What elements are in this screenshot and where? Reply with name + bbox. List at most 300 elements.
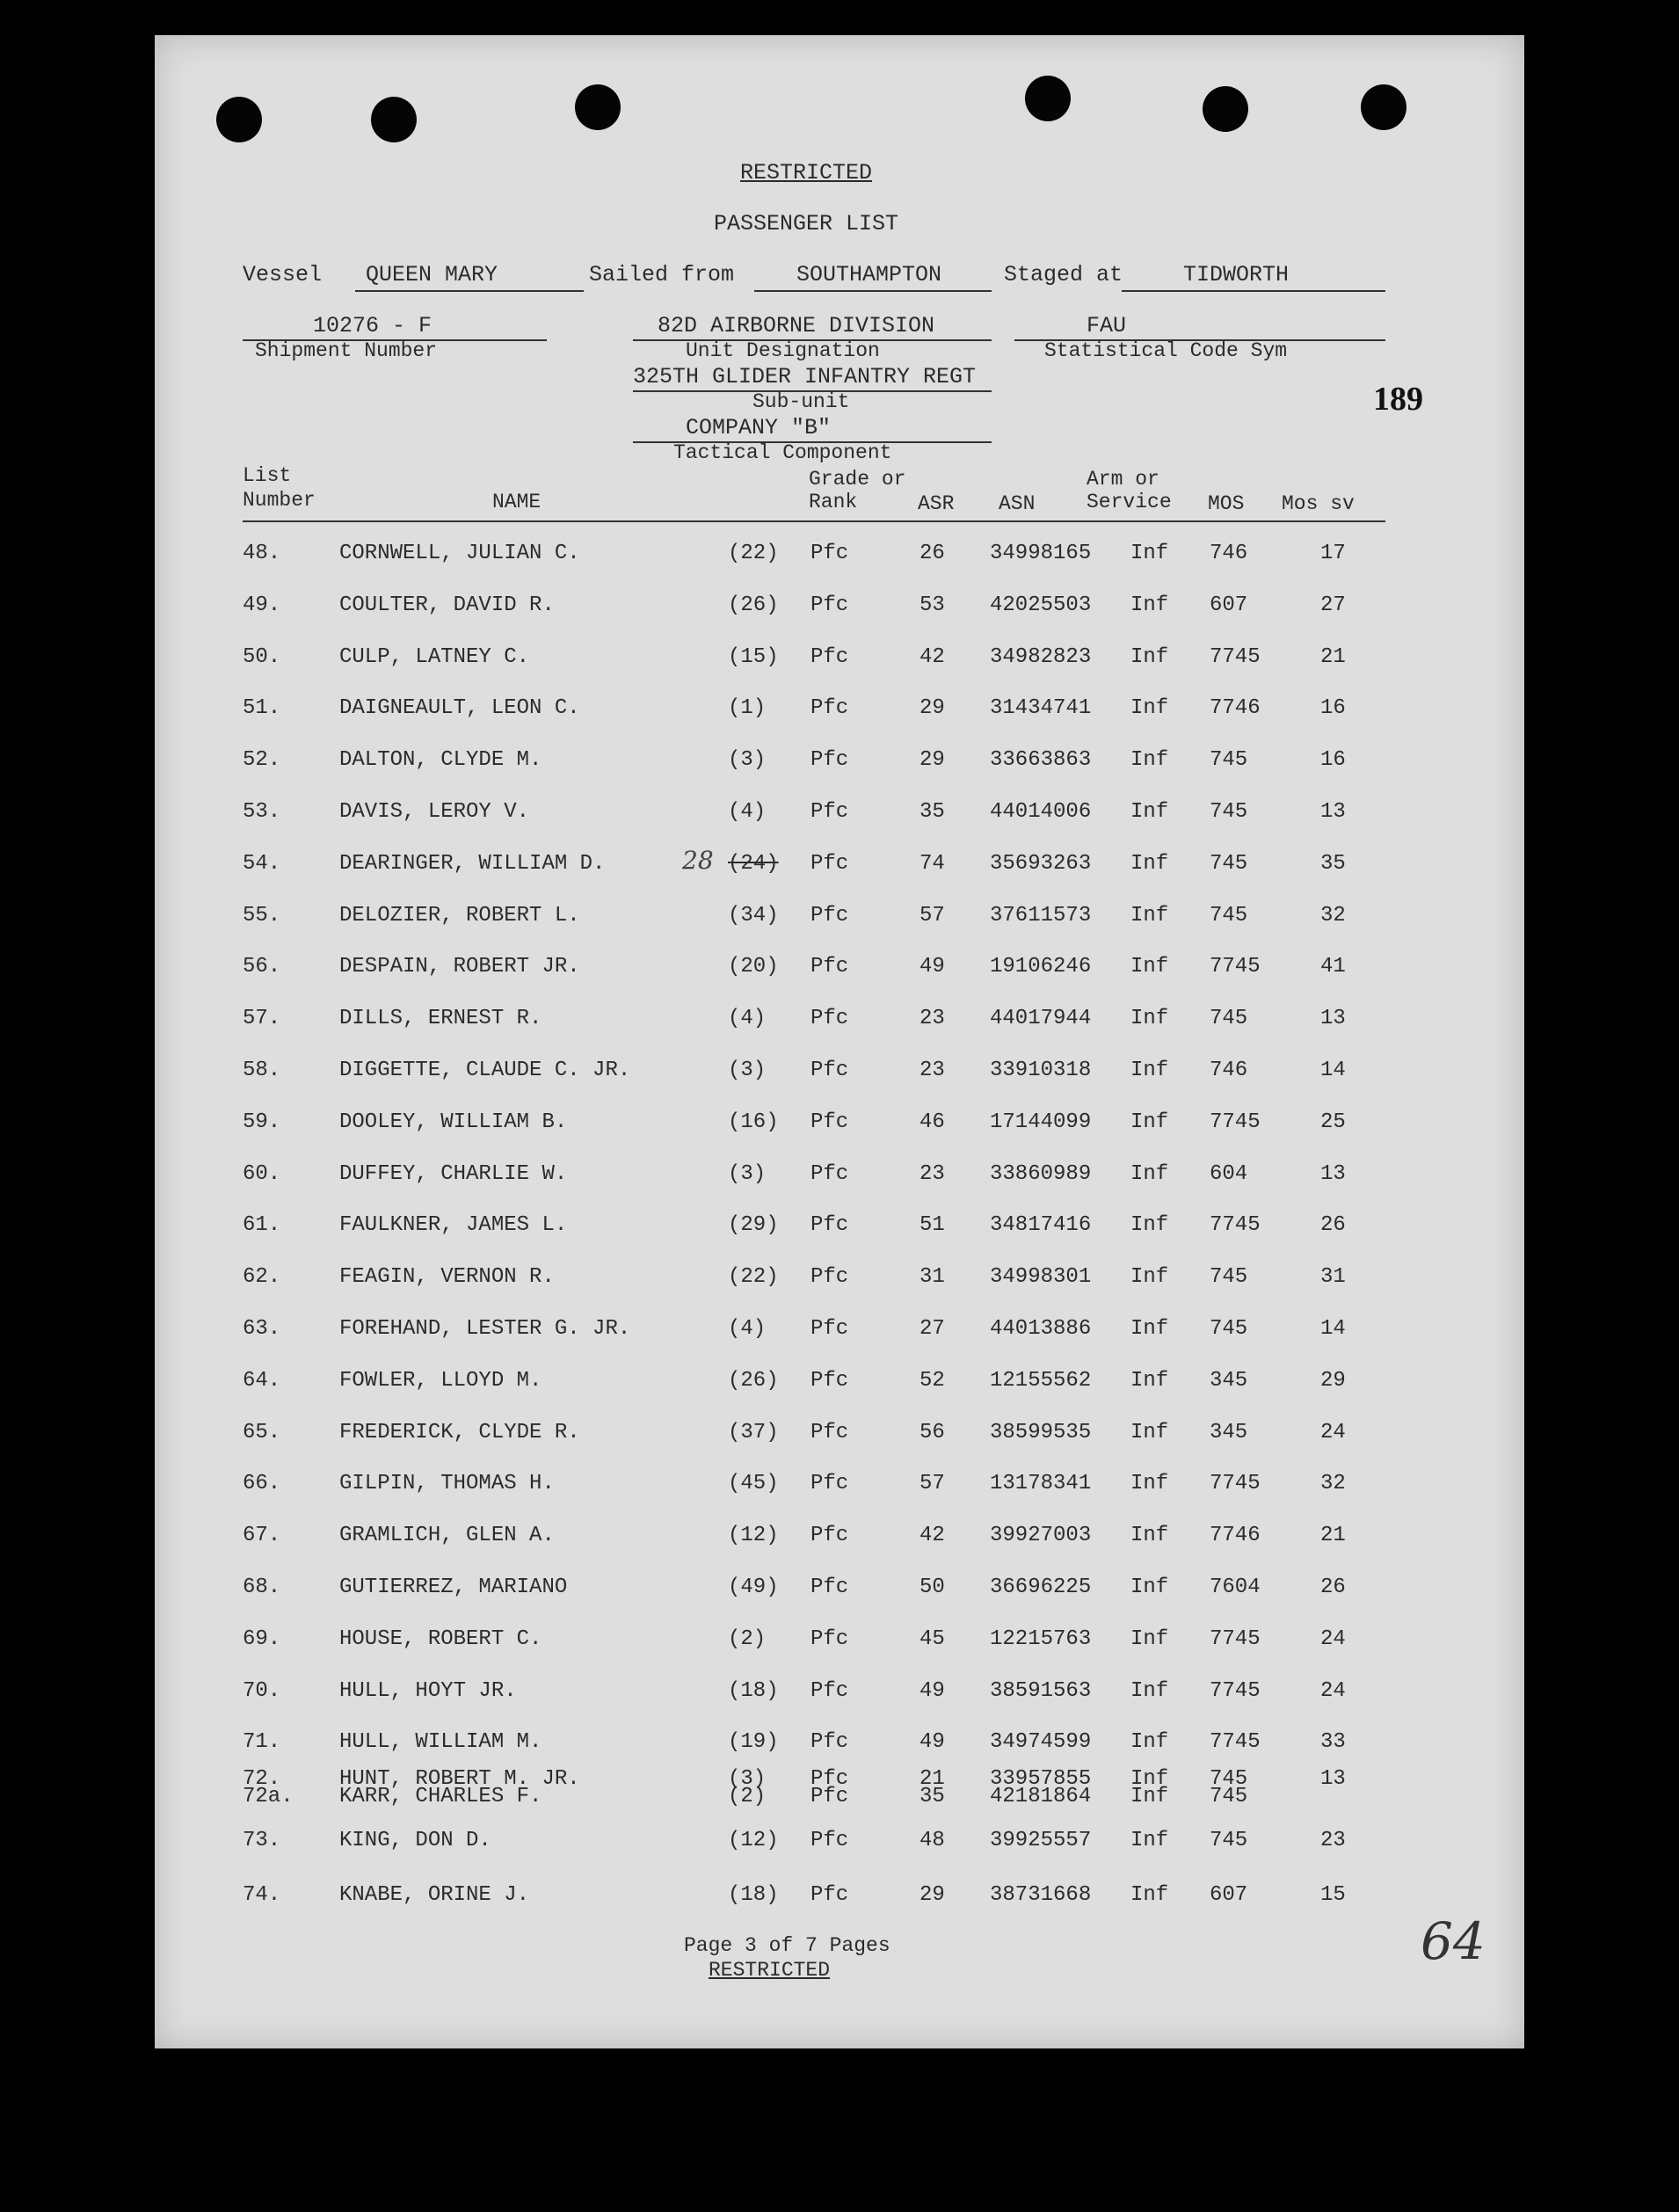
cell-name: COULTER, DAVID R. bbox=[339, 593, 555, 617]
cell-arm: Inf bbox=[1130, 542, 1169, 565]
cell-asn: 19106246 bbox=[990, 955, 1092, 979]
cell-name: FAULKNER, JAMES L. bbox=[339, 1213, 568, 1238]
cell-grade: Pfc bbox=[810, 903, 849, 928]
cell-grade: Pfc bbox=[810, 696, 849, 721]
cell-name: DESPAIN, ROBERT JR. bbox=[339, 955, 580, 979]
cell-asn: 12155562 bbox=[990, 1368, 1092, 1393]
cell-asn: 33910318 bbox=[990, 1059, 1092, 1082]
cell-name: DOOLEY, WILLIAM B. bbox=[339, 1110, 568, 1134]
cell-grade: Pfc bbox=[810, 1213, 849, 1238]
cell-num: 54. bbox=[243, 851, 281, 876]
cell-mos: 604 bbox=[1210, 1161, 1248, 1186]
punch-hole bbox=[575, 84, 621, 130]
cell-num: 67. bbox=[243, 1524, 281, 1548]
cell-num: 58. bbox=[243, 1059, 281, 1082]
table-row bbox=[155, 1110, 1524, 1146]
cell-ref: (24) bbox=[728, 851, 779, 876]
cell-asr: 53 bbox=[919, 593, 945, 617]
cell-ref: (2) bbox=[728, 1785, 767, 1808]
cell-name: DELOZIER, ROBERT L. bbox=[339, 903, 580, 928]
table-row bbox=[155, 852, 1524, 887]
cell-asr: 56 bbox=[919, 1420, 945, 1444]
cell-num: 51. bbox=[243, 696, 281, 721]
cell-grade: Pfc bbox=[810, 542, 849, 565]
cell-asn: 38591563 bbox=[990, 1678, 1092, 1703]
cell-sv: 25 bbox=[1320, 1110, 1346, 1134]
cell-grade: Pfc bbox=[810, 1767, 849, 1791]
cell-asr: 51 bbox=[919, 1213, 945, 1238]
cell-asn: 17144099 bbox=[990, 1110, 1092, 1134]
cell-mos: 7745 bbox=[1210, 1110, 1261, 1134]
cell-ref: (2) bbox=[728, 1626, 767, 1651]
cell-grade: Pfc bbox=[810, 1626, 849, 1651]
cell-arm: Inf bbox=[1130, 748, 1169, 773]
cell-grade: Pfc bbox=[810, 1730, 849, 1755]
cell-asr: 23 bbox=[919, 1161, 945, 1186]
table-row bbox=[155, 1265, 1524, 1300]
cell-asn: 34817416 bbox=[990, 1213, 1092, 1238]
cell-name: HULL, HOYT JR. bbox=[339, 1678, 517, 1703]
cell-name: HOUSE, ROBERT C. bbox=[339, 1626, 542, 1651]
table-row bbox=[155, 1472, 1524, 1507]
cell-ref: (4) bbox=[728, 1317, 767, 1341]
cell-asr: 35 bbox=[919, 800, 945, 824]
cell-num: 63. bbox=[243, 1317, 281, 1341]
shipment-number: 10276 - F bbox=[313, 313, 432, 338]
cell-grade: Pfc bbox=[810, 748, 849, 773]
cell-asr: 49 bbox=[919, 1730, 945, 1755]
cell-num: 49. bbox=[243, 593, 281, 617]
cell-mos: 345 bbox=[1210, 1368, 1248, 1393]
cell-mos: 7746 bbox=[1210, 1524, 1261, 1548]
cell-mos: 745 bbox=[1210, 1317, 1248, 1341]
cell-sv: 13 bbox=[1320, 800, 1346, 824]
cell-grade: Pfc bbox=[810, 800, 849, 824]
cell-arm: Inf bbox=[1130, 1829, 1169, 1852]
cell-arm: Inf bbox=[1130, 955, 1169, 979]
cell-arm: Inf bbox=[1130, 1524, 1169, 1548]
cell-asn: 13178341 bbox=[990, 1472, 1092, 1496]
cell-arm: Inf bbox=[1130, 1678, 1169, 1703]
punch-hole bbox=[371, 97, 417, 142]
cell-arm: Inf bbox=[1130, 696, 1169, 721]
cell-asr: 48 bbox=[919, 1829, 945, 1852]
cell-asn: 39927003 bbox=[990, 1524, 1092, 1548]
cell-asn: 39925557 bbox=[990, 1829, 1092, 1852]
cell-arm: Inf bbox=[1130, 1007, 1169, 1031]
cell-asr: 52 bbox=[919, 1368, 945, 1393]
cell-sv: 24 bbox=[1320, 1626, 1346, 1651]
cell-grade: Pfc bbox=[810, 1110, 849, 1134]
vessel-value: QUEEN MARY bbox=[366, 262, 498, 287]
table-row bbox=[155, 1627, 1524, 1663]
cell-ref: (37) bbox=[728, 1420, 779, 1444]
table-row bbox=[155, 955, 1524, 990]
cell-grade: Pfc bbox=[810, 1368, 849, 1393]
cell-mos: 7745 bbox=[1210, 1730, 1261, 1755]
cell-asr: 57 bbox=[919, 903, 945, 928]
cell-grade: Pfc bbox=[810, 955, 849, 979]
cell-mos: 7745 bbox=[1210, 1213, 1261, 1238]
cell-ref: (4) bbox=[728, 1007, 767, 1031]
cell-name: DIGGETTE, CLAUDE C. JR. bbox=[339, 1059, 631, 1082]
header-rule bbox=[243, 520, 1385, 522]
cell-mos: 745 bbox=[1210, 1007, 1248, 1031]
handwritten-correction: 28 bbox=[682, 846, 714, 875]
tactical-component-label: Tactical Component bbox=[673, 441, 892, 464]
cell-sv: 29 bbox=[1320, 1368, 1346, 1393]
cell-sv: 16 bbox=[1320, 696, 1346, 721]
cell-mos: 7745 bbox=[1210, 1626, 1261, 1651]
cell-arm: Inf bbox=[1130, 1368, 1169, 1393]
cell-arm: Inf bbox=[1130, 1161, 1169, 1186]
cell-ref: (3) bbox=[728, 1059, 767, 1082]
page-title: PASSENGER LIST bbox=[714, 211, 899, 236]
col-number: Number bbox=[243, 489, 316, 512]
cell-arm: Inf bbox=[1130, 851, 1169, 876]
unit-designation: 82D AIRBORNE DIVISION bbox=[658, 313, 935, 338]
cell-asr: 35 bbox=[919, 1785, 945, 1808]
cell-asr: 74 bbox=[919, 851, 945, 876]
cell-sv: 13 bbox=[1320, 1007, 1346, 1031]
table-row bbox=[155, 645, 1524, 680]
cell-ref: (16) bbox=[728, 1110, 779, 1134]
cell-asr: 42 bbox=[919, 644, 945, 669]
cell-name: FOREHAND, LESTER G. JR. bbox=[339, 1317, 631, 1341]
cell-num: 74. bbox=[243, 1883, 281, 1907]
cell-asn: 44013886 bbox=[990, 1317, 1092, 1341]
cell-asr: 29 bbox=[919, 748, 945, 773]
cell-asr: 29 bbox=[919, 696, 945, 721]
cell-grade: Pfc bbox=[810, 1317, 849, 1341]
cell-name: CULP, LATNEY C. bbox=[339, 644, 530, 669]
cell-grade: Pfc bbox=[810, 851, 849, 876]
cell-asr: 23 bbox=[919, 1059, 945, 1082]
cell-asr: 46 bbox=[919, 1110, 945, 1134]
cell-num: 59. bbox=[243, 1110, 281, 1134]
col-list: List bbox=[243, 464, 292, 487]
cell-asn: 33663863 bbox=[990, 748, 1092, 773]
cell-sv: 17 bbox=[1320, 542, 1346, 565]
cell-ref: (45) bbox=[728, 1472, 779, 1496]
cell-mos: 7604 bbox=[1210, 1575, 1261, 1599]
cell-name: KARR, CHARLES F. bbox=[339, 1785, 542, 1808]
cell-grade: Pfc bbox=[810, 593, 849, 617]
table-row bbox=[155, 542, 1524, 577]
cell-name: HULL, WILLIAM M. bbox=[339, 1730, 542, 1755]
cell-mos: 746 bbox=[1210, 1059, 1248, 1082]
cell-asr: 26 bbox=[919, 542, 945, 565]
cell-num: 50. bbox=[243, 644, 281, 669]
cell-ref: (12) bbox=[728, 1524, 779, 1548]
cell-arm: Inf bbox=[1130, 644, 1169, 669]
cell-arm: Inf bbox=[1130, 1213, 1169, 1238]
cell-asr: 49 bbox=[919, 1678, 945, 1703]
cell-ref: (1) bbox=[728, 696, 767, 721]
col-grade: Grade or bbox=[809, 468, 906, 491]
cell-mos: 7746 bbox=[1210, 696, 1261, 721]
cell-asn: 37611573 bbox=[990, 903, 1092, 928]
col-asr: ASR bbox=[918, 492, 955, 515]
cell-asr: 23 bbox=[919, 1007, 945, 1031]
underline bbox=[1122, 290, 1385, 292]
cell-grade: Pfc bbox=[810, 1575, 849, 1599]
cell-ref: (20) bbox=[728, 955, 779, 979]
restricted-heading: RESTRICTED bbox=[740, 160, 873, 186]
vessel-label: Vessel bbox=[243, 262, 323, 287]
cell-ref: (15) bbox=[728, 644, 779, 669]
cell-asn: 44017944 bbox=[990, 1007, 1092, 1031]
table-row bbox=[155, 1317, 1524, 1352]
cell-ref: (29) bbox=[728, 1213, 779, 1238]
cell-arm: Inf bbox=[1130, 1420, 1169, 1444]
cell-mos: 745 bbox=[1210, 1785, 1248, 1808]
cell-ref: (3) bbox=[728, 1767, 767, 1791]
document-page bbox=[155, 35, 1524, 2048]
underline bbox=[355, 290, 584, 292]
cell-name: DILLS, ERNEST R. bbox=[339, 1007, 542, 1031]
cell-num: 70. bbox=[243, 1678, 281, 1703]
table-row bbox=[155, 1059, 1524, 1094]
tactical-component: COMPANY "B" bbox=[686, 415, 832, 440]
table-row bbox=[155, 1730, 1524, 1765]
cell-num: 68. bbox=[243, 1575, 281, 1599]
cell-name: KNABE, ORINE J. bbox=[339, 1883, 530, 1907]
subunit-label: Sub-unit bbox=[752, 390, 850, 413]
staged-label: Staged at bbox=[1004, 262, 1123, 287]
cell-num: 55. bbox=[243, 903, 281, 928]
table-row bbox=[155, 1679, 1524, 1714]
punch-hole bbox=[1025, 76, 1071, 121]
cell-name: GRAMLICH, GLEN A. bbox=[339, 1524, 555, 1548]
col-mos-sv: Mos sv bbox=[1282, 492, 1355, 515]
cell-ref: (19) bbox=[728, 1730, 779, 1755]
cell-ref: (18) bbox=[728, 1678, 779, 1703]
cell-ref: (26) bbox=[728, 1368, 779, 1393]
cell-asn: 42181864 bbox=[990, 1785, 1092, 1808]
page-number: Page 3 of 7 Pages bbox=[684, 1934, 890, 1957]
cell-sv: 26 bbox=[1320, 1575, 1346, 1599]
col-service: Service bbox=[1087, 491, 1172, 513]
cell-num: 66. bbox=[243, 1472, 281, 1496]
cell-arm: Inf bbox=[1130, 800, 1169, 824]
cell-mos: 345 bbox=[1210, 1420, 1248, 1444]
cell-asr: 49 bbox=[919, 955, 945, 979]
cell-asn: 42025503 bbox=[990, 593, 1092, 617]
cell-asn: 35693263 bbox=[990, 851, 1092, 876]
cell-name: DUFFEY, CHARLIE W. bbox=[339, 1161, 568, 1186]
cell-asr: 57 bbox=[919, 1472, 945, 1496]
cell-ref: (22) bbox=[728, 542, 779, 565]
table-row bbox=[155, 748, 1524, 783]
cell-sv: 32 bbox=[1320, 903, 1346, 928]
cell-asn: 34998165 bbox=[990, 542, 1092, 565]
cell-mos: 745 bbox=[1210, 851, 1248, 876]
cell-mos: 745 bbox=[1210, 1829, 1248, 1852]
cell-asn: 38731668 bbox=[990, 1883, 1092, 1907]
cell-num: 52. bbox=[243, 748, 281, 773]
cell-sv: 23 bbox=[1320, 1829, 1346, 1852]
cell-mos: 745 bbox=[1210, 1767, 1248, 1791]
cell-arm: Inf bbox=[1130, 1472, 1169, 1496]
cell-asn: 34982823 bbox=[990, 644, 1092, 669]
restricted-footer: RESTRICTED bbox=[709, 1959, 831, 1982]
cell-grade: Pfc bbox=[810, 1524, 849, 1548]
cell-asn: 31434741 bbox=[990, 696, 1092, 721]
staged-value: TIDWORTH bbox=[1183, 262, 1290, 287]
cell-arm: Inf bbox=[1130, 1883, 1169, 1907]
cell-arm: Inf bbox=[1130, 1317, 1169, 1341]
cell-grade: Pfc bbox=[810, 1007, 849, 1031]
cell-mos: 7745 bbox=[1210, 644, 1261, 669]
sailed-label: Sailed from bbox=[589, 262, 735, 287]
table-row bbox=[155, 1369, 1524, 1404]
cell-asn: 44014006 bbox=[990, 800, 1092, 824]
cell-sv: 41 bbox=[1320, 955, 1346, 979]
cell-name: GUTIERREZ, MARIANO bbox=[339, 1575, 568, 1599]
cell-grade: Pfc bbox=[810, 1059, 849, 1082]
cell-asn: 33957855 bbox=[990, 1767, 1092, 1791]
cell-arm: Inf bbox=[1130, 1575, 1169, 1599]
cell-name: FREDERICK, CLYDE R. bbox=[339, 1420, 580, 1444]
cell-ref: (49) bbox=[728, 1575, 779, 1599]
cell-name: DALTON, CLYDE M. bbox=[339, 748, 542, 773]
shipment-label: Shipment Number bbox=[255, 339, 438, 362]
cell-sv: 16 bbox=[1320, 748, 1346, 773]
cell-sv: 13 bbox=[1320, 1161, 1346, 1186]
cell-num: 72. bbox=[243, 1767, 281, 1791]
cell-mos: 745 bbox=[1210, 748, 1248, 773]
cell-asr: 29 bbox=[919, 1883, 945, 1907]
cell-num: 72a. bbox=[243, 1785, 294, 1808]
cell-grade: Pfc bbox=[810, 1472, 849, 1496]
cell-grade: Pfc bbox=[810, 1785, 849, 1808]
cell-sv: 21 bbox=[1320, 644, 1346, 669]
cell-asr: 50 bbox=[919, 1575, 945, 1599]
cell-arm: Inf bbox=[1130, 1785, 1169, 1808]
cell-name: DEARINGER, WILLIAM D. bbox=[339, 851, 606, 876]
cell-sv: 33 bbox=[1320, 1730, 1346, 1755]
table-row bbox=[155, 800, 1524, 835]
cell-num: 62. bbox=[243, 1265, 281, 1290]
col-arm: Arm or bbox=[1087, 468, 1159, 491]
cell-mos: 745 bbox=[1210, 903, 1248, 928]
cell-arm: Inf bbox=[1130, 1626, 1169, 1651]
cell-name: CORNWELL, JULIAN C. bbox=[339, 542, 580, 565]
cell-num: 57. bbox=[243, 1007, 281, 1031]
cell-mos: 745 bbox=[1210, 1265, 1248, 1290]
cell-mos: 607 bbox=[1210, 593, 1248, 617]
cell-grade: Pfc bbox=[810, 1829, 849, 1852]
cell-num: 60. bbox=[243, 1161, 281, 1186]
cell-ref: (26) bbox=[728, 593, 779, 617]
subunit: 325TH GLIDER INFANTRY REGT bbox=[633, 364, 977, 389]
cell-arm: Inf bbox=[1130, 1110, 1169, 1134]
table-row bbox=[155, 1829, 1524, 1864]
cell-asr: 42 bbox=[919, 1524, 945, 1548]
cell-mos: 7745 bbox=[1210, 1472, 1261, 1496]
col-mos: MOS bbox=[1208, 492, 1245, 515]
table-row bbox=[155, 1421, 1524, 1456]
col-asn: ASN bbox=[999, 492, 1036, 515]
sailed-value: SOUTHAMPTON bbox=[796, 262, 942, 287]
cell-arm: Inf bbox=[1130, 1730, 1169, 1755]
cell-ref: (4) bbox=[728, 800, 767, 824]
cell-sv: 35 bbox=[1320, 851, 1346, 876]
cell-sv: 27 bbox=[1320, 593, 1346, 617]
cell-num: 48. bbox=[243, 542, 281, 565]
cell-ref: (22) bbox=[728, 1265, 779, 1290]
cell-arm: Inf bbox=[1130, 903, 1169, 928]
stamp-number: 189 bbox=[1373, 381, 1423, 418]
cell-grade: Pfc bbox=[810, 644, 849, 669]
table-row bbox=[155, 696, 1524, 731]
table-row bbox=[155, 593, 1524, 629]
unit-label: Unit Designation bbox=[686, 339, 880, 362]
cell-ref: (3) bbox=[728, 1161, 767, 1186]
cell-ref: (18) bbox=[728, 1883, 779, 1907]
cell-sv: 14 bbox=[1320, 1059, 1346, 1082]
cell-name: HUNT, ROBERT M. JR. bbox=[339, 1767, 580, 1791]
table-row bbox=[155, 1575, 1524, 1611]
cell-mos: 7745 bbox=[1210, 1678, 1261, 1703]
table-row bbox=[155, 904, 1524, 939]
table-row bbox=[155, 1785, 1524, 1820]
cell-ref: (3) bbox=[728, 748, 767, 773]
cell-name: FOWLER, LLOYD M. bbox=[339, 1368, 542, 1393]
cell-num: 61. bbox=[243, 1213, 281, 1238]
col-rank: Rank bbox=[809, 491, 858, 513]
col-name: NAME bbox=[492, 491, 541, 513]
cell-mos: 607 bbox=[1210, 1883, 1248, 1907]
table-row bbox=[155, 1213, 1524, 1248]
statistical-code: FAU bbox=[1087, 313, 1127, 338]
cell-mos: 7745 bbox=[1210, 955, 1261, 979]
cell-name: KING, DON D. bbox=[339, 1829, 491, 1852]
cell-sv: 26 bbox=[1320, 1213, 1346, 1238]
table-row bbox=[155, 1524, 1524, 1559]
cell-ref: (12) bbox=[728, 1829, 779, 1852]
cell-num: 64. bbox=[243, 1368, 281, 1393]
table-row bbox=[155, 1162, 1524, 1197]
cell-name: FEAGIN, VERNON R. bbox=[339, 1265, 555, 1290]
cell-name: DAIGNEAULT, LEON C. bbox=[339, 696, 580, 721]
cell-asr: 45 bbox=[919, 1626, 945, 1651]
cell-arm: Inf bbox=[1130, 1767, 1169, 1791]
cell-num: 69. bbox=[243, 1626, 281, 1651]
cell-grade: Pfc bbox=[810, 1678, 849, 1703]
handwritten-page-number: 64 bbox=[1421, 1911, 1486, 1971]
cell-arm: Inf bbox=[1130, 1059, 1169, 1082]
cell-asn: 12215763 bbox=[990, 1626, 1092, 1651]
cell-asr: 21 bbox=[919, 1767, 945, 1791]
cell-mos: 745 bbox=[1210, 800, 1248, 824]
underline bbox=[754, 290, 992, 292]
cell-ref: (34) bbox=[728, 903, 779, 928]
cell-grade: Pfc bbox=[810, 1420, 849, 1444]
cell-asn: 34998301 bbox=[990, 1265, 1092, 1290]
table-row bbox=[155, 1883, 1524, 1918]
cell-asn: 38599535 bbox=[990, 1420, 1092, 1444]
cell-num: 65. bbox=[243, 1420, 281, 1444]
cell-num: 53. bbox=[243, 800, 281, 824]
cell-name: GILPIN, THOMAS H. bbox=[339, 1472, 555, 1496]
cell-sv: 32 bbox=[1320, 1472, 1346, 1496]
cell-asn: 34974599 bbox=[990, 1730, 1092, 1755]
punch-hole bbox=[1361, 84, 1406, 130]
cell-grade: Pfc bbox=[810, 1883, 849, 1907]
punch-hole bbox=[1203, 86, 1248, 132]
